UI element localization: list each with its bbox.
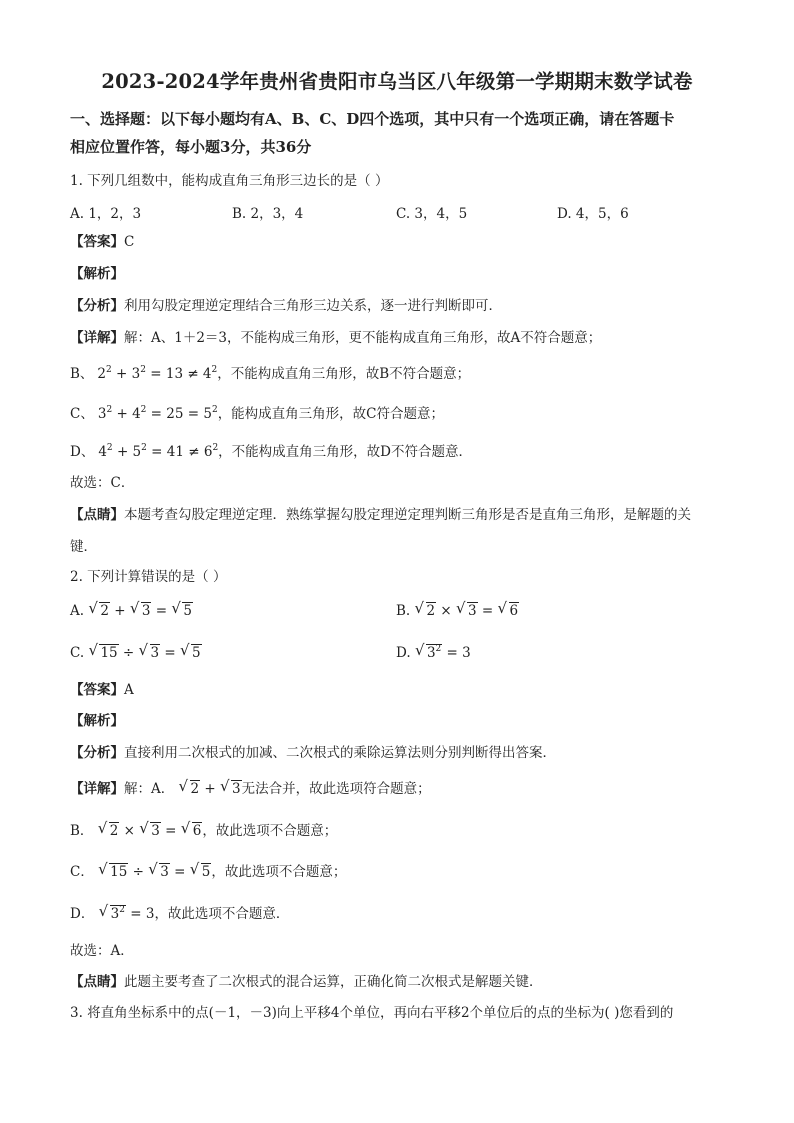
q1-option-a: A. 1，2，3 <box>70 206 142 222</box>
xiangjie-text: 解：A、1＋2＝3，不能构成三角形，更不能构成直角三角形，故A不符合题意； <box>124 330 602 346</box>
option-math: √ 2 + √ 3 = √ 5 <box>88 603 193 619</box>
option-label: C. <box>70 645 85 661</box>
case-prefix: C、 <box>70 406 94 422</box>
case-text: ，能构成直角三角形，故C符合题意； <box>217 406 445 422</box>
answer-value: A <box>124 682 134 698</box>
case-text: ，故此选项不合题意； <box>202 823 338 839</box>
q1-xiangjie <box>70 328 601 348</box>
q1-option-b: B. 2，3，4 <box>232 206 304 222</box>
q1-answer <box>70 232 134 252</box>
q2-case-b <box>70 821 337 841</box>
option-math: √ $3^2 = 3$ <box>415 645 471 661</box>
xiangjie-tag: 【详解】 <box>70 330 124 346</box>
case-math: √ 15 ÷ √ 3 = √ 5 <box>98 864 211 880</box>
case-prefix: B． <box>70 823 94 839</box>
dianjing-tag: 【点睛】 <box>70 974 124 990</box>
q2-dianjing <box>70 972 543 992</box>
section-heading-2: 相应位置作答，每小题3分，共36分 <box>70 138 312 156</box>
fenxi-text: 利用勾股定理逆定理结合三角形三边关系，逐一进行判断即可． <box>124 298 502 314</box>
case-prefix: C． <box>70 864 94 880</box>
q2-case-d <box>70 904 289 924</box>
q1-case-d <box>70 442 472 462</box>
xiangjie-prefix: 解：A． <box>124 781 175 797</box>
case-math: √ $3^2 = 3$ <box>99 906 155 922</box>
case-text: ，故此选项不合题意； <box>211 864 347 880</box>
dianjing-text: 此题主要考查了二次根式的混合运算，正确化简二次根式是解题关键． <box>124 974 543 990</box>
case-math: $2^2 + 3^2 = 13 \ne 4^2$ <box>97 365 218 382</box>
q2-analysis-tag <box>70 711 124 731</box>
option-math: √ 2 × √ 3 = √ 6 <box>415 603 520 619</box>
option-label: B. <box>396 603 411 619</box>
case-text: ，故此选项不合题意． <box>154 906 290 922</box>
option-label: A. <box>70 603 85 619</box>
question-2-stem: 2. 下列计算错误的是（ ） <box>70 569 227 585</box>
section-heading-1: 一、选择题：以下每小题均有A、B、C、D四个选项，其中只有一个选项正确，请在答题卡 <box>70 110 675 128</box>
case-math: $4^2 + 5^2 = 41 \ne 6^2$ <box>98 443 219 460</box>
case-text: ，不能构成直角三角形，故B不符合题意； <box>217 366 471 382</box>
q1-case-c <box>70 404 444 424</box>
xiangjie-tag: 【详解】 <box>70 781 124 797</box>
case-math: √ 2 + √ 3 <box>179 781 242 797</box>
q2-xiangjie <box>70 779 431 799</box>
xiangjie-text: 无法合并，故此选项符合题意； <box>241 781 431 797</box>
page-title: 2023-2024学年贵州省贵阳市乌当区八年级第一学期期末数学试卷 <box>101 70 693 93</box>
q2-answer <box>70 680 134 700</box>
q1-option-c: C. 3，4，5 <box>396 206 468 222</box>
option-math: √ 15 ÷ √ 3 = √ 5 <box>88 645 201 661</box>
q2-option-b <box>396 602 519 619</box>
q1-case-b <box>70 364 470 384</box>
answer-value: C <box>124 234 135 250</box>
q2-fenxi <box>70 743 556 763</box>
q1-choose: 故选：C． <box>70 475 135 491</box>
answer-tag: 【答案】 <box>70 234 124 250</box>
q2-choose: 故选：A． <box>70 943 134 959</box>
q1-analysis-tag <box>70 264 124 284</box>
case-math: √ 2 × √ 3 = √ 6 <box>98 823 203 839</box>
q1-fenxi <box>70 296 502 316</box>
option-label: D. <box>396 645 411 661</box>
dianjing-text: 本题考查勾股定理逆定理．熟练掌握勾股定理逆定理判断三角形是否是直角三角形，是解题的关 <box>124 507 691 523</box>
q1-dianjing-2: 键． <box>70 539 97 555</box>
q2-option-c <box>70 644 202 661</box>
question-3-stem: 3. 将直角坐标系中的点(－1，－3)向上平移4个单位，再向右平移2个单位后的点的坐标为( )您看到的 <box>70 1005 674 1021</box>
analysis-tag: 【解析】 <box>70 266 124 282</box>
analysis-tag: 【解析】 <box>70 713 124 729</box>
dianjing-tag: 【点睛】 <box>70 507 124 523</box>
case-prefix: B、 <box>70 366 94 382</box>
case-prefix: D． <box>70 906 95 922</box>
q2-option-a <box>70 602 193 619</box>
q1-dianjing-1 <box>70 505 691 525</box>
case-text: ，不能构成直角三角形，故D不符合题意． <box>218 444 472 460</box>
question-1-stem: 1. 下列几组数中，能构成直角三角形三边长的是（ ） <box>70 173 389 189</box>
fenxi-tag: 【分析】 <box>70 745 124 761</box>
q1-option-d: D. 4，5，6 <box>557 206 629 222</box>
q2-case-c <box>70 862 346 882</box>
case-prefix: D、 <box>70 444 95 460</box>
fenxi-tag: 【分析】 <box>70 298 124 314</box>
q2-option-d <box>396 644 471 661</box>
answer-tag: 【答案】 <box>70 682 124 698</box>
case-math: $3^2 + 4^2 = 25 = 5^2$ <box>97 405 218 422</box>
fenxi-text: 直接利用二次根式的加减、二次根式的乘除运算法则分别判断得出答案． <box>124 745 556 761</box>
